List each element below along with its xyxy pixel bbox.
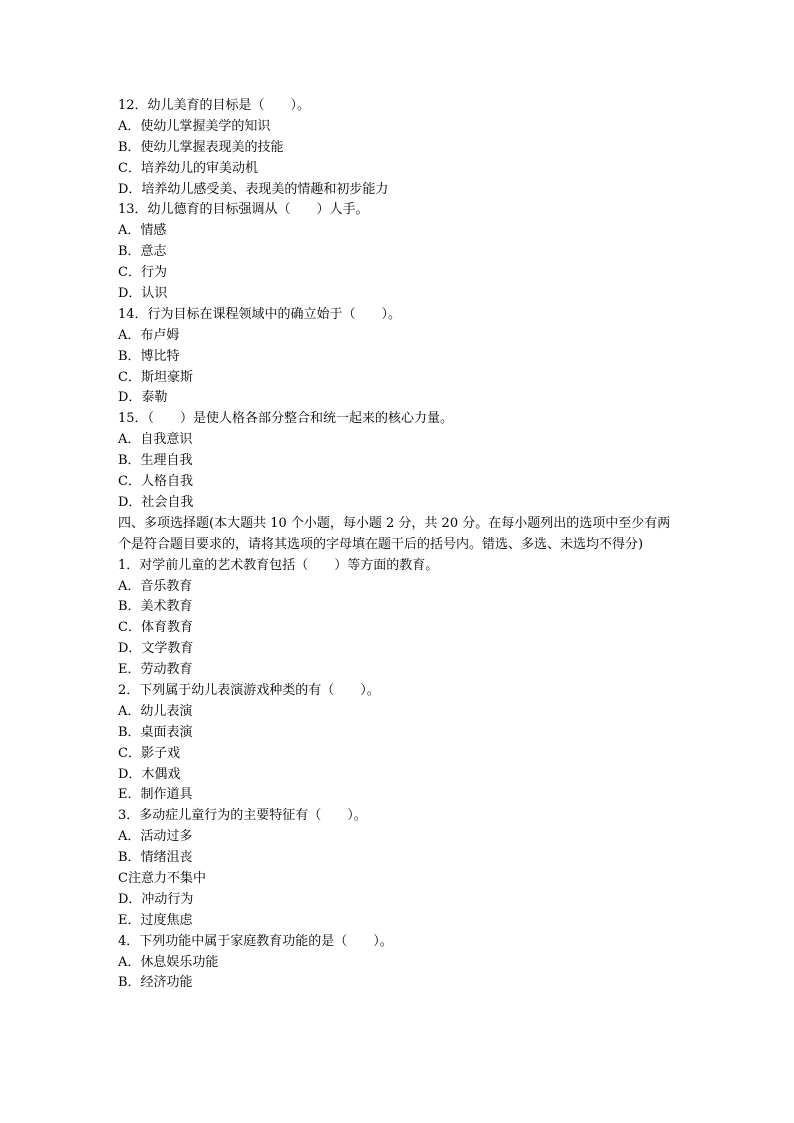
option-c: C．影子戏 xyxy=(118,745,180,761)
option-c: C．培养幼儿的审美动机 xyxy=(118,160,258,176)
question-stem: 1．对学前儿童的艺术教育包括（ ）等方面的教育。 xyxy=(118,557,439,573)
option-e: E．过度焦虑 xyxy=(118,912,193,928)
option-b: B．情绪沮丧 xyxy=(118,850,193,866)
option-b: B．使幼儿掌握表现美的技能 xyxy=(118,139,284,155)
option-a: A．情感 xyxy=(118,223,167,239)
option-d: D．培养幼儿感受美、表现美的情趣和初步能力 xyxy=(118,181,389,197)
option-d: D．认识 xyxy=(118,286,168,302)
option-c: C．人格自我 xyxy=(118,474,193,490)
document-page xyxy=(118,96,678,994)
option-a: A．布卢姆 xyxy=(118,327,180,343)
option-a: A．活动过多 xyxy=(118,829,193,845)
question-stem: 14．行为目标在课程领域中的确立始于（ ）。 xyxy=(118,306,402,322)
question-stem: 4．下列功能中属于家庭教育功能的是（ ）。 xyxy=(118,933,393,949)
question-stem: 15．（ ）是使人格各部分整合和统一起来的核心力量。 xyxy=(118,411,454,427)
option-c: C注意力不集中 xyxy=(118,870,206,886)
option-d: D．社会自我 xyxy=(118,494,194,510)
option-a: A．自我意识 xyxy=(118,432,193,448)
question-stem: 3．多动症儿童行为的主要特征有（ ）。 xyxy=(118,808,367,824)
question-stem: 13．幼儿德育的目标强调从（ ）人手。 xyxy=(118,202,369,218)
option-d: D．木偶戏 xyxy=(118,766,181,782)
option-b: B．经济功能 xyxy=(118,975,193,991)
option-a: A．休息娱乐功能 xyxy=(118,954,219,970)
option-c: C．体育教育 xyxy=(118,620,193,636)
option-e: E．制作道具 xyxy=(118,787,193,803)
option-e: E．劳动教育 xyxy=(118,662,193,678)
option-d: D．泰勒 xyxy=(118,390,168,406)
option-b: B．生理自我 xyxy=(118,453,193,469)
option-a: A．幼儿表演 xyxy=(118,703,193,719)
option-a: A．音乐教育 xyxy=(118,578,193,594)
option-a: A．使幼儿掌握美学的知识 xyxy=(118,118,271,134)
option-d: D．文学教育 xyxy=(118,641,194,657)
option-b: B．意志 xyxy=(118,244,167,260)
option-b: B．桌面表演 xyxy=(118,724,193,740)
option-b: B．美术教育 xyxy=(118,599,193,615)
option-b: B．博比特 xyxy=(118,348,180,364)
option-c: C．行为 xyxy=(118,265,167,281)
option-d: D．冲动行为 xyxy=(118,891,194,907)
section-heading: 四、多项选择题(本大题共 10 个小题，每小题 2 分，共 20 分。在每小题列出的选项中至少有两个是符合题目要求的，请将其选项的字母填在题干后的括号内。错选、多选、未选均不得分) xyxy=(118,515,671,552)
question-stem: 12．幼儿美育的目标是（ ）。 xyxy=(118,98,311,113)
option-c: C．斯坦豪斯 xyxy=(118,369,193,385)
question-stem: 2．下列属于幼儿表演游戏种类的有（ ）。 xyxy=(118,682,380,698)
